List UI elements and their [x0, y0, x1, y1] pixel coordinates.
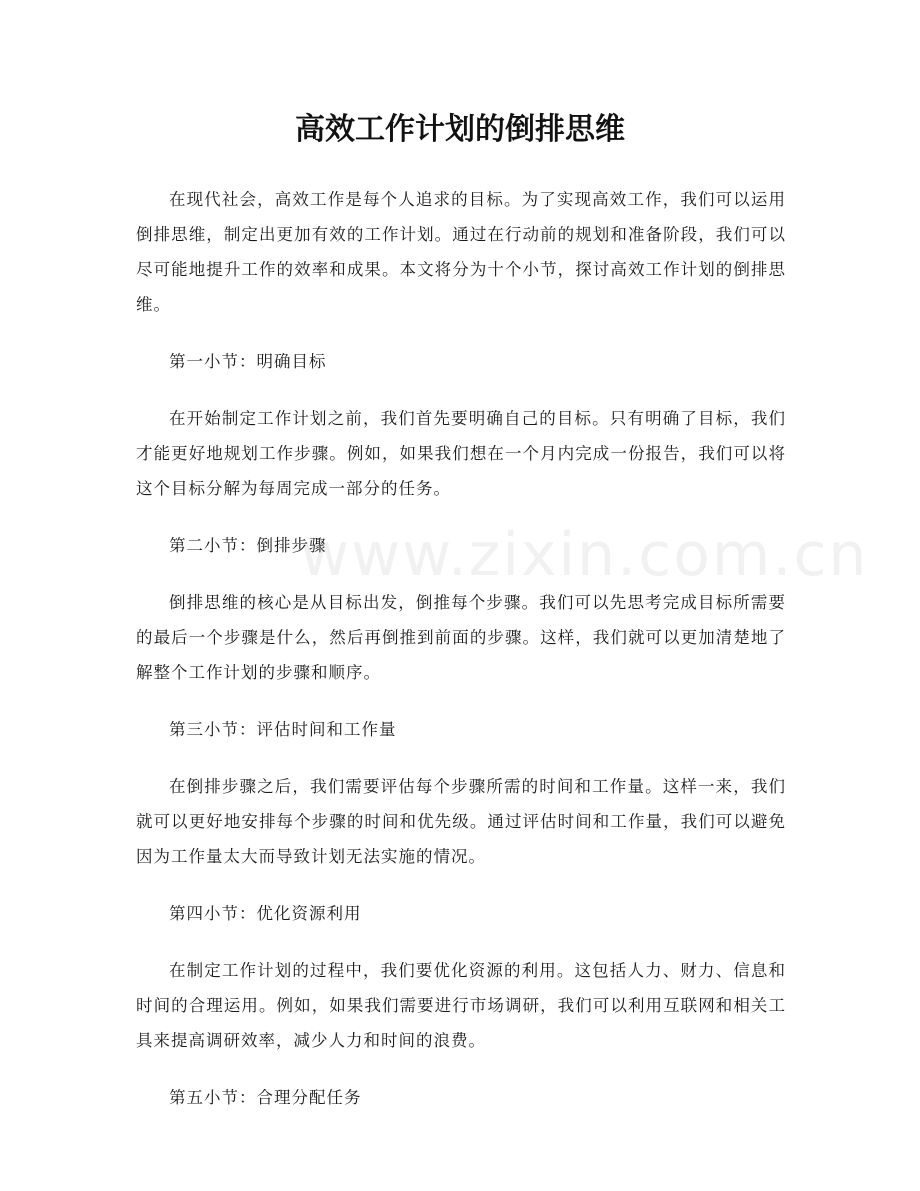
section-paragraph-1: 在开始制定工作计划之前，我们首先要明确自己的目标。只有明确了目标，我们才能更好地规划工作步骤。例如，如果我们想在一个月内完成一份报告，我们可以将这个目标分解为每周完成一部分的任务。 — [136, 409, 786, 498]
page-title: 高效工作计划的倒排思维 — [295, 112, 625, 147]
watermark: www.zixin.com.cn — [300, 520, 869, 590]
section-heading-5: 第五小节：合理分配任务 — [169, 1088, 362, 1107]
section-heading-4: 第四小节：优化资源利用 — [169, 904, 362, 923]
section-paragraph-4: 在制定工作计划的过程中，我们要优化资源的利用。这包括人力、财力、信息和时间的合理运用。例如，如果我们需要进行市场调研，我们可以利用互联网和相关工具来提高调研效率，减少人力和时间的浪费。 — [136, 961, 786, 1050]
section-heading-1: 第一小节：明确目标 — [169, 352, 327, 371]
document-body — [136, 182, 786, 1115]
section-heading-2: 第二小节：倒排步骤 — [169, 536, 327, 555]
section-paragraph-2: 倒排思维的核心是从目标出发，倒推每个步骤。我们可以先思考完成目标所需要的最后一个步骤是什么，然后再倒推到前面的步骤。这样，我们就可以更加清楚地了解整个工作计划的步骤和顺序。 — [136, 593, 786, 682]
intro-paragraph: 在现代社会，高效工作是每个人追求的目标。为了实现高效工作，我们可以运用倒排思维，制定出更加有效的工作计划。通过在行动前的规划和准备阶段，我们可以尽可能地提升工作的效率和成果。本文将分为十个小节，探讨高效工作计划的倒排思维。 — [136, 190, 786, 314]
section-heading-3: 第三小节：评估时间和工作量 — [169, 720, 397, 739]
section-paragraph-3: 在倒排步骤之后，我们需要评估每个步骤所需的时间和工作量。这样一来，我们就可以更好地安排每个步骤的时间和优先级。通过评估时间和工作量，我们可以避免因为工作量太大而导致计划无法实施的情况。 — [136, 777, 786, 866]
